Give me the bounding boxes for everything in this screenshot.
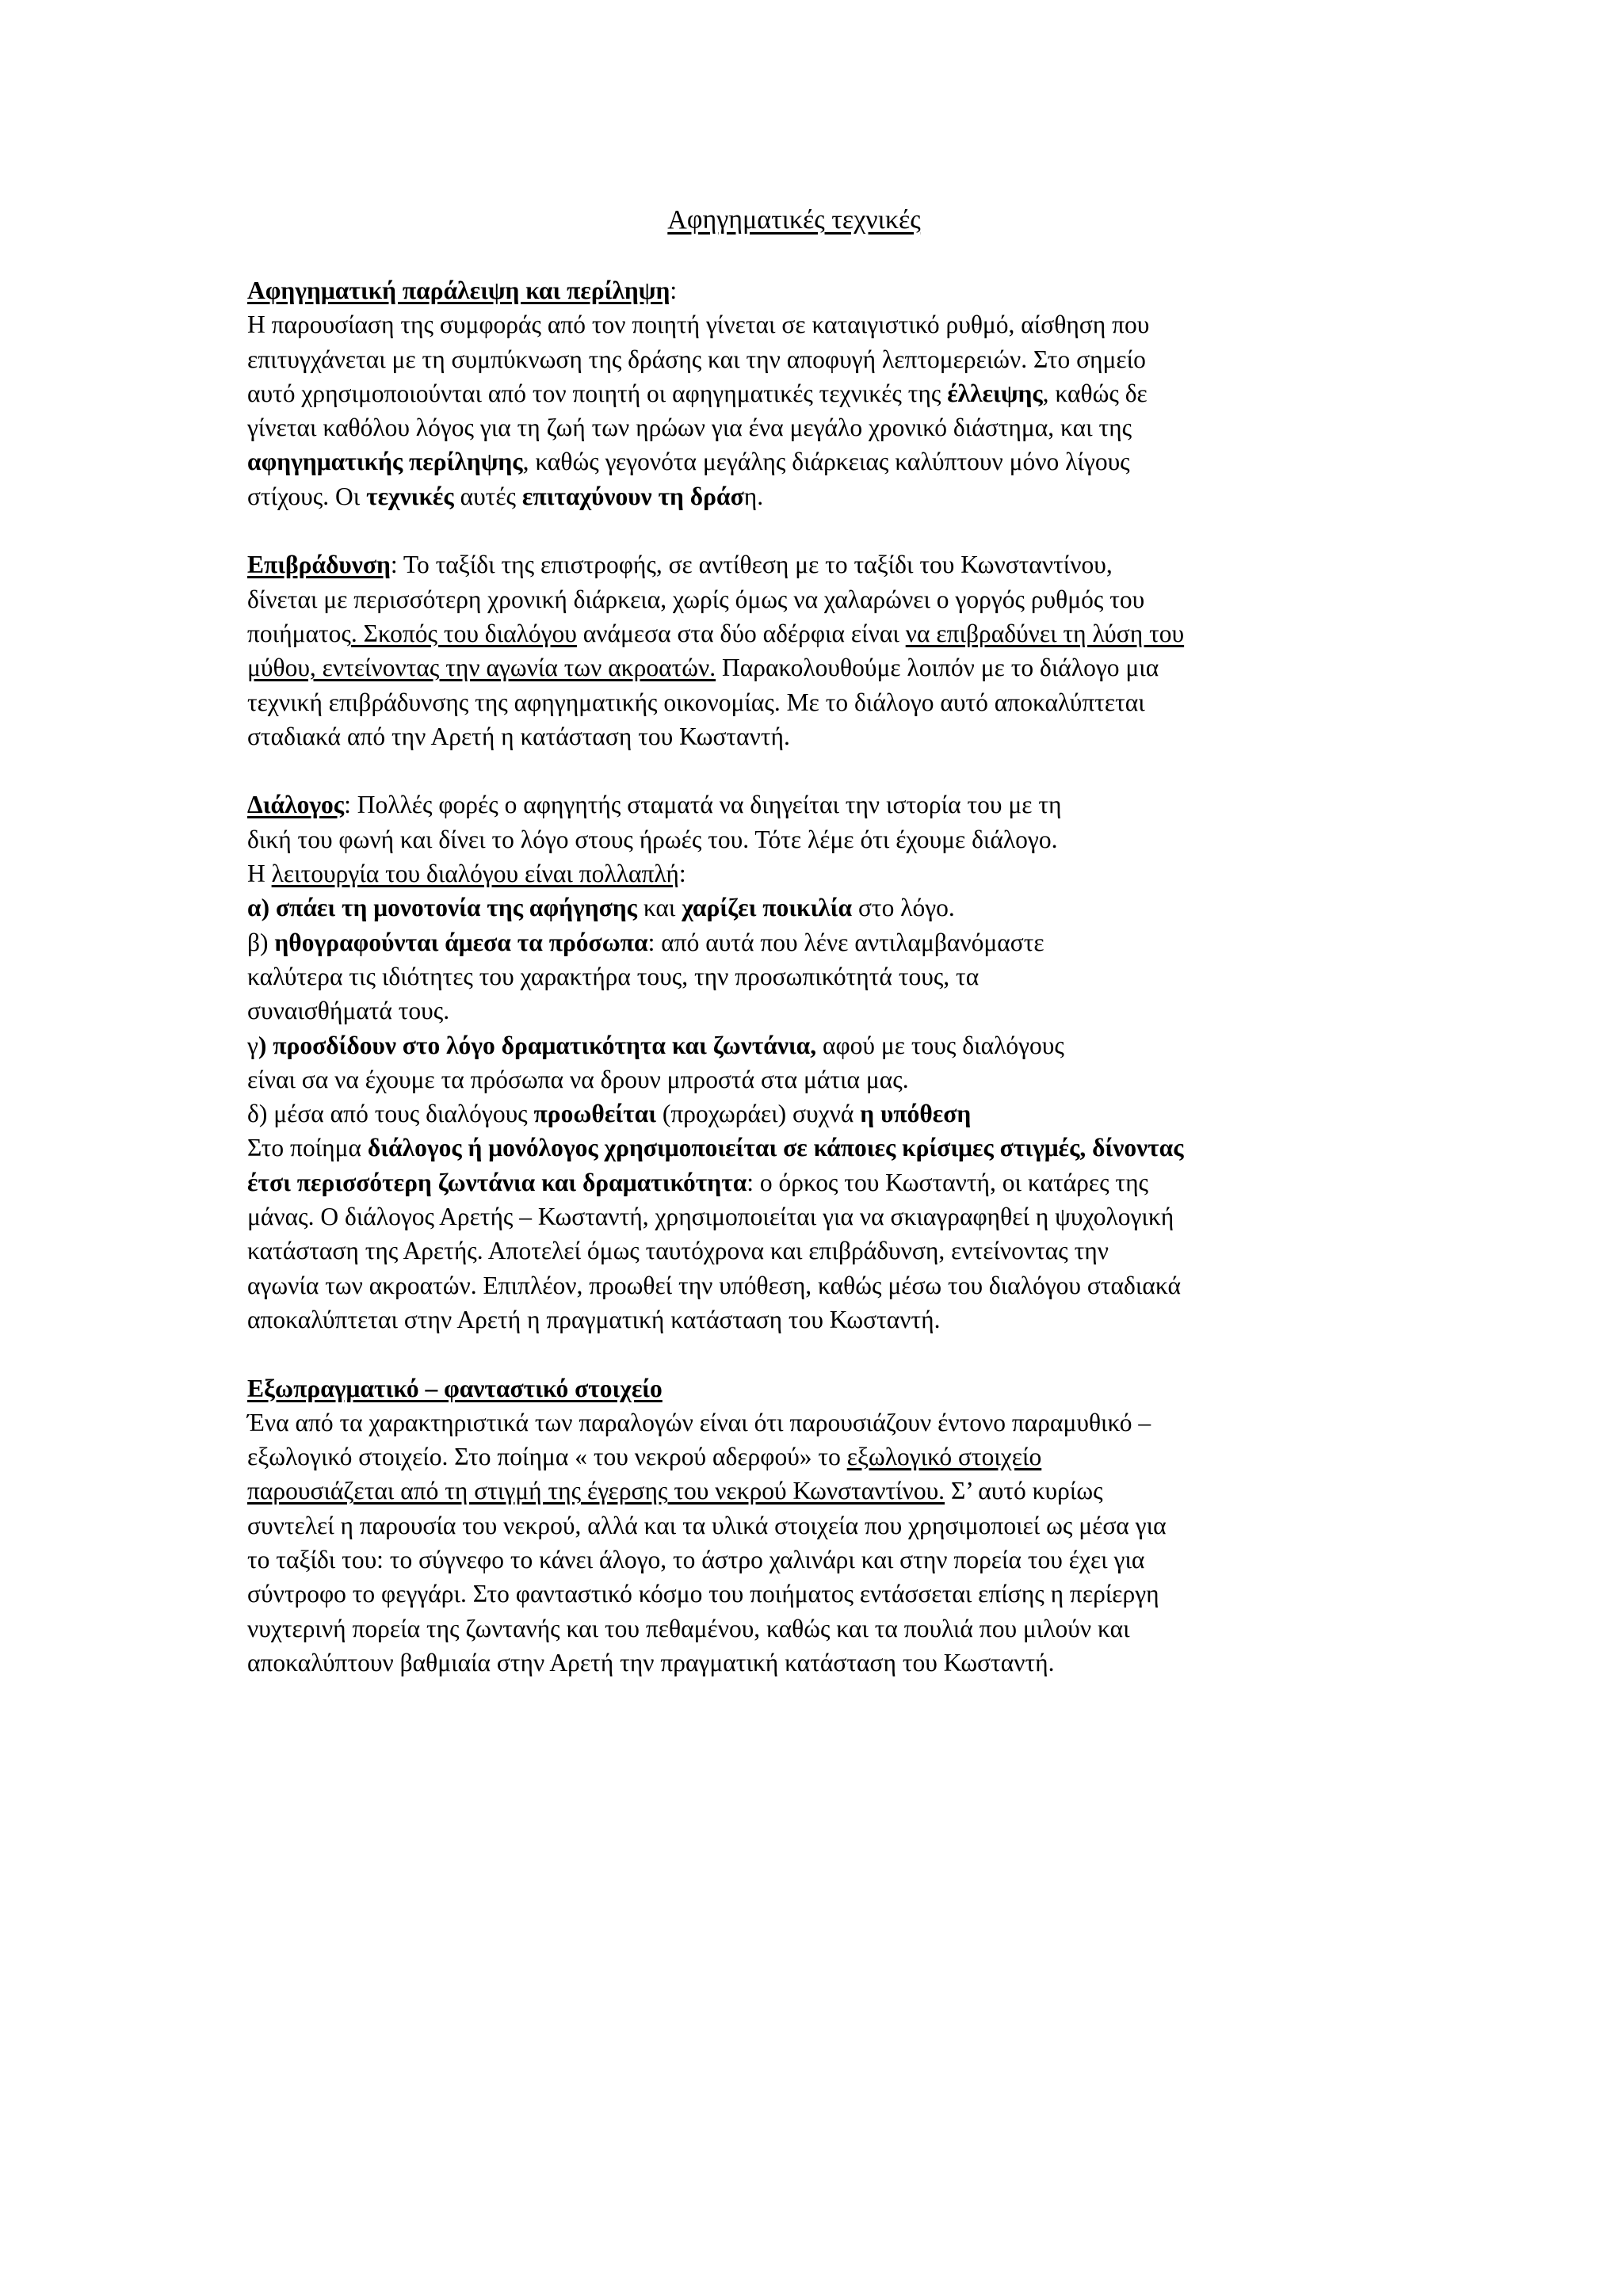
list-item: [247, 925, 1388, 959]
paragraph-line: νυχτερινή πορεία της ζωντανής και του πεθαμένου, καθώς και τα πουλιά που μιλούν και: [247, 1614, 1130, 1642]
text-run: , καθώς γεγονότα μεγάλης διάρκειας καλύπτουν μόνο λίγους: [522, 448, 1130, 476]
paragraph-line: συναισθήματά τους.: [247, 997, 450, 1025]
bold-term: έτσι περισσότερη ζωντάνια και δραματικότητα: [247, 1168, 747, 1196]
text-run: : ο όρκος του Κωσταντή, οι κατάρες της: [747, 1168, 1149, 1196]
text-run: ποιήματος: [247, 619, 351, 647]
section-heading-line: Αφηγηματική παράλειψη και περίληψη:: [247, 277, 678, 304]
bold-term: επιταχύνουν τη δράσ: [521, 482, 744, 510]
underlined-phrase: . Σκοπός του διαλόγου: [350, 619, 577, 647]
text-run: Στο ποίημα: [247, 1134, 368, 1162]
text-run: :: [678, 860, 686, 888]
bold-term: προωθείται: [533, 1100, 656, 1128]
paragraph-line: κατάσταση της Αρετής. Αποτελεί όμως ταυτόχρονα και επιβράδυνση, εντείνοντας την: [247, 1237, 1109, 1265]
text-run: ανάμεσα στα δύο αδέρφια είναι: [576, 619, 906, 647]
text-run: , καθώς δε: [1042, 379, 1148, 407]
document-page: [247, 201, 1388, 1714]
bold-term: α) σπάει τη μονοτονία της αφήγησης: [247, 894, 637, 922]
bold-term: χαρίζει ποικιλία: [682, 894, 853, 922]
paragraph-line: [247, 444, 1388, 479]
text-run: στίχους. Οι: [247, 482, 367, 510]
paragraph-line: [247, 479, 1388, 513]
text-run: Η: [247, 860, 272, 888]
section-heading: Εξωπραγματικό – φανταστικό στοιχείο: [247, 1374, 663, 1402]
section-retardation: [247, 547, 1388, 753]
section-heading: Αφηγηματική παράλειψη και περίληψη: [247, 277, 670, 304]
paragraph-line: [247, 616, 1388, 650]
text-run: αφού με τους διαλόγους: [816, 1031, 1064, 1059]
bold-term: τεχνικές: [366, 482, 454, 510]
paragraph-line: γίνεται καθόλου λόγος για τη ζωή των ηρώων για ένα μεγάλο χρονικό διάστημα, και της: [247, 414, 1132, 442]
bold-term: η υπόθεση: [860, 1100, 972, 1128]
text-run: Παρακολουθούμε λοιπόν με το διάλογο μια: [716, 654, 1159, 682]
text-run: στο λόγο.: [852, 894, 955, 922]
text-run: : Πολλές φορές ο αφηγητής σταματά να διηγείται την ιστορία του με τη: [344, 791, 1062, 819]
bold-term: ηθογραφούνται άμεσα τα πρόσωπα: [274, 928, 648, 956]
text-run: (προχωράει) συχνά: [655, 1100, 861, 1128]
paragraph-line: αγωνία των ακροατών. Επιπλέον, προωθεί την υπόθεση, καθώς μέσω του διαλόγου σταδιακά: [247, 1271, 1181, 1299]
bold-term: ) προσδίδουν στο λόγο δραματικότητα και ζωντάνια,: [258, 1031, 817, 1059]
paragraph-line: σταδιακά από την Αρετή η κατάσταση του Κωσταντή.: [247, 722, 790, 750]
text-run: : από αυτά που λένε αντιλαμβανόμαστε: [647, 928, 1044, 956]
paragraph-line: σύντροφο το φεγγάρι. Στο φανταστικό κόσμο του ποιήματος εντάσσεται επίσης η περίεργη: [247, 1580, 1159, 1608]
paragraph-line: καλύτερα τις ιδιότητες του χαρακτήρα τους, την προσωπικότητά τους, τα: [247, 962, 980, 990]
section-dialogue: [247, 788, 1388, 1337]
underlined-phrase: να επιβραδύνει τη λύση του: [905, 619, 1185, 647]
paragraph-line: είναι σα να έχουμε τα πρόσωπα να δρουν μπροστά στα μάτια μας.: [247, 1065, 909, 1093]
bold-term: έλλειψης: [947, 379, 1043, 407]
paragraph-line: [247, 1165, 1388, 1199]
underlined-phrase: εξωλογικό στοιχείο: [846, 1443, 1042, 1471]
paragraph-line: [247, 1131, 1388, 1165]
section-heading-line: [247, 1371, 1388, 1405]
text-run: γ: [247, 1031, 258, 1059]
paragraph-line: δίνεται με περισσότερη χρονική διάρκεια, χωρίς όμως να χαλαρώνει ο γοργός ρυθμός του: [247, 585, 1145, 613]
text-run: εξωλογικό στοιχείο. Στο ποίημα « του νεκρού αδερφού» το: [247, 1443, 847, 1471]
text-run: αυτό χρησιμοποιούνται από τον ποιητή οι αφηγηματικές τεχνικές της: [247, 379, 948, 407]
section-heading: Διάλογος: [247, 791, 345, 819]
underlined-phrase: λειτουργία του διαλόγου είναι πολλαπλή: [271, 860, 679, 888]
document-title: [247, 201, 1388, 239]
paragraph-line: Ένα από τα χαρακτηριστικά των παραλογών είναι ότι παρουσιάζουν έντονο παραμυθικό –: [247, 1408, 1151, 1436]
text-run: και: [636, 894, 682, 922]
section-fantastic-element: [247, 1371, 1388, 1680]
list-item: [247, 1097, 1388, 1131]
paragraph-line: [247, 650, 1388, 685]
section-heading: Επιβράδυνση: [247, 551, 391, 579]
paragraph-line: Η παρουσίαση της συμφοράς από τον ποιητή γίνεται σε καταιγιστικό ρυθμό, αίσθηση που: [247, 311, 1150, 339]
bold-term: διάλογος ή μονόλογος χρησιμοποιείται σε κάποιες κρίσιμες στιγμές, δίνοντας: [367, 1134, 1184, 1162]
text-run: Σ’ αυτό κυρίως: [945, 1477, 1103, 1505]
text-run: δ) μέσα από τους διαλόγους: [247, 1100, 534, 1128]
paragraph-line: [247, 547, 1388, 582]
bold-term: αφηγηματικής περίληψης: [247, 448, 523, 476]
paragraph-line: δική του φωνή και δίνει το λόγο στους ήρωές του. Τότε λέμε ότι έχουμε διάλογο.: [247, 825, 1058, 853]
text-run: β): [247, 928, 275, 956]
document-title-text: Αφηγηματικές τεχνικές: [667, 205, 921, 235]
underlined-phrase: μύθου, εντείνοντας την αγωνία των ακροατών.: [247, 654, 716, 682]
paragraph-line: αποκαλύπτεται στην Αρετή η πραγματική κατάσταση του Κωσταντή.: [247, 1305, 941, 1333]
paragraph-line: [247, 1474, 1388, 1508]
text-run: : Το ταξίδι της επιστροφής, σε αντίθεση με το ταξίδι του Κωνσταντίνου,: [390, 551, 1113, 579]
list-item: [247, 1028, 1388, 1062]
paragraph-line: συντελεί η παρουσία του νεκρού, αλλά και τα υλικά στοιχεία που χρησιμοποιεί ως μέσα για: [247, 1511, 1167, 1539]
paragraph-line: [247, 1440, 1388, 1474]
paragraph-line: τεχνική επιβράδυνσης της αφηγηματικής οικονομίας. Με το διάλογο αυτό αποκαλύπτεται: [247, 688, 1145, 716]
list-item: [247, 891, 1388, 925]
paragraph-line: [247, 788, 1388, 822]
underlined-phrase: παρουσιάζεται από τη στιγμή της έγερσης του νεκρού Κωνσταντίνου.: [247, 1477, 945, 1505]
text-run: η.: [743, 482, 764, 510]
paragraph-line: [247, 376, 1388, 410]
paragraph-line: μάνας. Ο διάλογος Αρετής – Κωσταντή, χρησιμοποιείται για να σκιαγραφηθεί η ψυχολογική: [247, 1203, 1174, 1231]
paragraph-line: αποκαλύπτουν βαθμιαία στην Αρετή την πραγματική κατάσταση του Κωσταντή.: [247, 1648, 1055, 1676]
paragraph-line: [247, 856, 1388, 891]
paragraph-line: επιτυγχάνεται με τη συμπύκνωση της δράσης και την αποφυγή λεπτομερειών. Στο σημείο: [247, 345, 1146, 373]
paragraph-line: το ταξίδι του: το σύγνεφο το κάνει άλογο, το άστρο χαλινάρι και στην πορεία του έχει για: [247, 1545, 1145, 1573]
text-run: αυτές: [453, 482, 522, 510]
section-narrative-omission: [247, 273, 1388, 513]
